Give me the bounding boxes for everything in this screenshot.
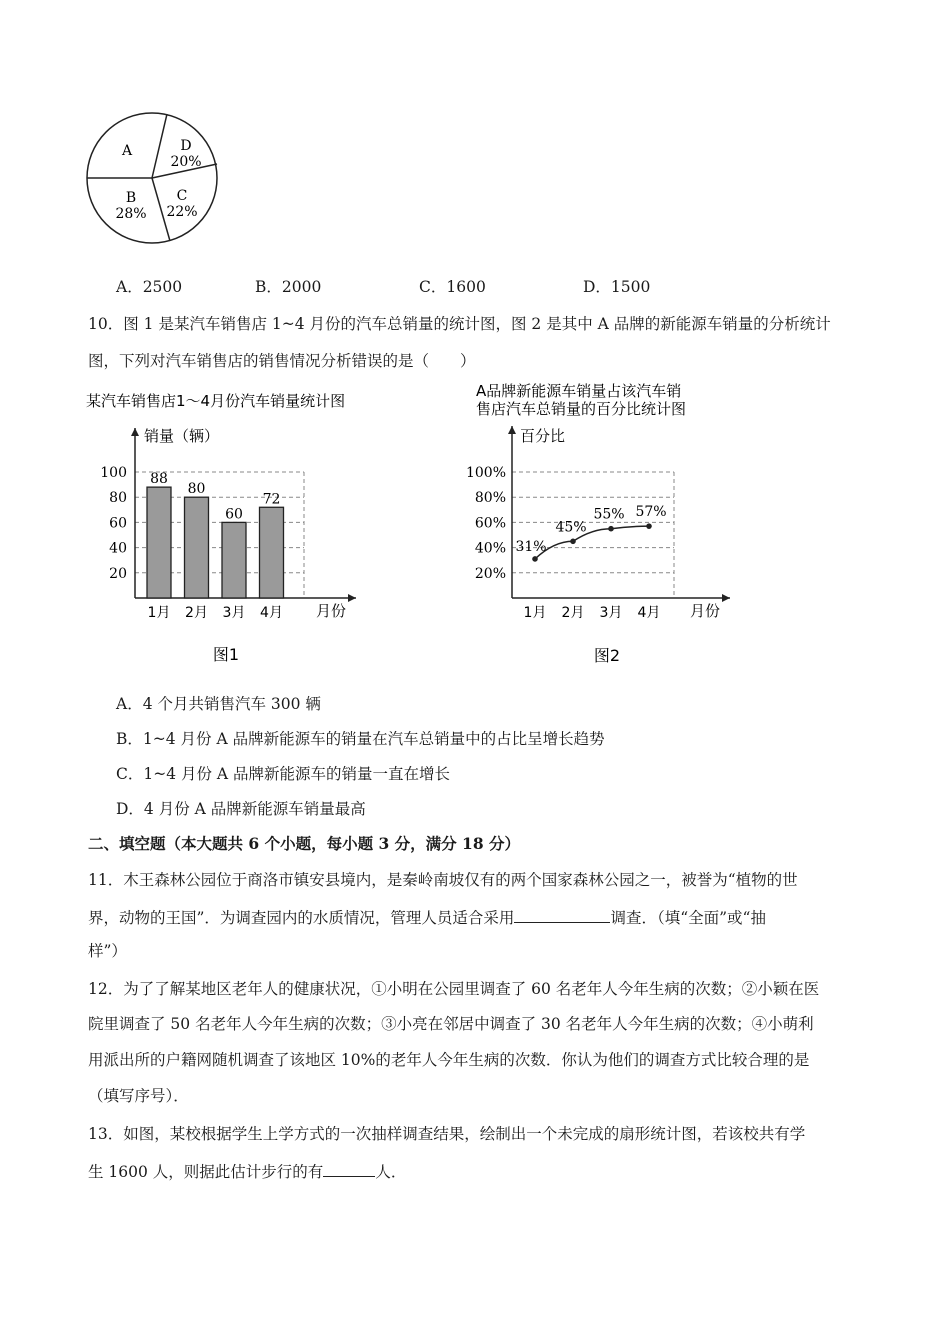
bar-ytick-label: 20 <box>109 565 127 582</box>
q9-option-a: A．2500 <box>116 278 183 296</box>
line-category-label: 1月 <box>523 605 547 621</box>
section-heading: 二、填空题（本大题共 6 个小题，每小题 3 分，满分 18 分） <box>88 834 521 853</box>
q10-stem-line1: 10．图 1 是某汽车销售店 1~4 月份的汽车总销量的统计图，图 2 是其中 A 品牌的新能源车销量的分析统计 <box>88 315 831 333</box>
bar-x-axis-arrow <box>348 594 356 602</box>
q10-option-b: B．1~4 月份 A 品牌新能源车的销量在汽车总销量中的占比呈增长趋势 <box>116 730 605 748</box>
q11-line2 <box>88 906 766 928</box>
bar-chart <box>86 388 366 668</box>
bar-3月 <box>222 522 246 598</box>
bar-chart-ylabel: 销量（辆） <box>144 427 220 445</box>
bar-data-label: 88 <box>150 471 168 488</box>
bar-chart-xlabel: 月份 <box>316 602 347 620</box>
q13-line2-text-b: 人． <box>375 1163 407 1181</box>
line-x-axis-arrow <box>722 594 730 602</box>
pie-percent-c: 22% <box>166 204 198 220</box>
bar-ytick-label: 60 <box>109 515 127 532</box>
line-category-label: 2月 <box>561 605 585 621</box>
pie-label-d: D <box>180 138 192 154</box>
pie-label-c: C <box>176 188 188 204</box>
bar-4月 <box>260 507 284 598</box>
line-point-4月 <box>646 523 652 529</box>
bar-data-label: 80 <box>187 481 206 498</box>
line-chart-title-line1: A品牌新能源车销量占该汽车销 <box>476 382 682 400</box>
q10-option-a: A．4 个月共销售汽车 300 辆 <box>116 695 321 713</box>
q9-option-c: C．1600 <box>419 278 486 296</box>
bar-category-label: 4月 <box>260 605 283 621</box>
line-chart-ylabel: 百分比 <box>520 427 566 445</box>
bar-2月 <box>185 497 209 598</box>
line-chart <box>460 378 740 668</box>
q12-line4: （填写序号）． <box>88 1087 189 1105</box>
pie-label-a: A <box>121 143 133 159</box>
line-ytick-label: 40% <box>474 540 506 557</box>
q13-line2-text-a: 生 1600 人，则据此估计步行的有 <box>88 1163 324 1181</box>
line-point-1月 <box>532 556 538 562</box>
line-data-label: 55% <box>593 506 625 523</box>
pie-chart <box>80 108 230 248</box>
bar-chart-caption: 图1 <box>212 645 240 664</box>
q12-line1: 12．为了了解某地区老年人的健康状况，①小明在公园里调查了 60 名老年人今年生病的次数；②小颖在医 <box>88 980 820 998</box>
q11-line1: 11．木王森林公园位于商洛市镇安县境内，是秦岭南坡仅有的两个国家森林公园之一，被誉为“植物的世 <box>88 871 798 889</box>
q13-answer-blank[interactable] <box>323 1160 375 1177</box>
line-category-label: 3月 <box>599 605 623 621</box>
line-point-3月 <box>608 526 614 532</box>
line-chart-title-line2: 售店汽车总销量的百分比统计图 <box>476 400 687 418</box>
q10-option-c: C．1~4 月份 A 品牌新能源车的销量一直在增长 <box>116 765 451 783</box>
line-series <box>535 526 649 559</box>
q11-line2-text-b: 调查．（填“全面”或“抽 <box>610 909 766 927</box>
line-chart-caption: 图2 <box>593 646 621 665</box>
q10-stem-line2: 图，下列对汽车销售店的销售情况分析错误的是（ ） <box>88 352 476 370</box>
bar-ytick-label: 80 <box>109 490 127 507</box>
line-y-axis-arrow <box>508 426 516 434</box>
bar-category-label: 3月 <box>222 605 246 621</box>
bar-ytick-label: 40 <box>109 540 127 557</box>
line-point-2月 <box>570 539 576 545</box>
line-data-label: 57% <box>635 504 667 521</box>
q13-line2 <box>88 1160 406 1182</box>
q9-option-b: B．2000 <box>255 278 322 296</box>
line-ytick-label: 80% <box>474 490 506 507</box>
q11-answer-blank[interactable] <box>514 906 610 923</box>
bar-ytick-label: 100 <box>100 465 127 481</box>
bar-data-label: 72 <box>262 491 281 508</box>
q9-option-d: D．1500 <box>583 278 651 296</box>
bar-data-label: 60 <box>225 506 243 523</box>
bar-category-label: 2月 <box>185 605 208 621</box>
pie-percent-b: 28% <box>115 206 147 222</box>
line-data-label: 45% <box>555 519 587 536</box>
q11-line2-text-a: 界，动物的王国”．为调查园内的水质情况，管理人员适合采用 <box>88 909 515 927</box>
pie-label-b: B <box>125 190 137 206</box>
q11-line3: 样”） <box>88 942 127 960</box>
q12-line3: 用派出所的户籍网随机调查了该地区 10%的老年人今年生病的次数．你认为他们的调查方式比较合理的是 <box>88 1051 810 1069</box>
q13-line1: 13．如图，某校根据学生上学方式的一次抽样调查结果，绘制出一个未完成的扇形统计图，若该校共有学 <box>88 1125 806 1143</box>
line-category-label: 4月 <box>637 605 661 621</box>
q10-option-d: D．4 月份 A 品牌新能源车销量最高 <box>116 800 366 818</box>
line-ytick-label: 20% <box>474 565 506 582</box>
pie-percent-d: 20% <box>170 154 202 170</box>
line-data-label: 31% <box>515 538 547 555</box>
line-chart-xlabel: 月份 <box>690 602 721 620</box>
bar-chart-title: 某汽车销售店1～4月份汽车销量统计图 <box>86 392 346 410</box>
line-ytick-label: 100% <box>465 465 506 481</box>
bar-category-label: 1月 <box>147 605 171 621</box>
q12-line2: 院里调查了 50 名老年人今年生病的次数；③小亮在邻居中调查了 30 名老年人今年生病的次数；④小萌利 <box>88 1015 814 1033</box>
bar-y-axis-arrow <box>131 428 139 436</box>
line-ytick-label: 60% <box>474 515 506 532</box>
bar-1月 <box>147 487 171 598</box>
